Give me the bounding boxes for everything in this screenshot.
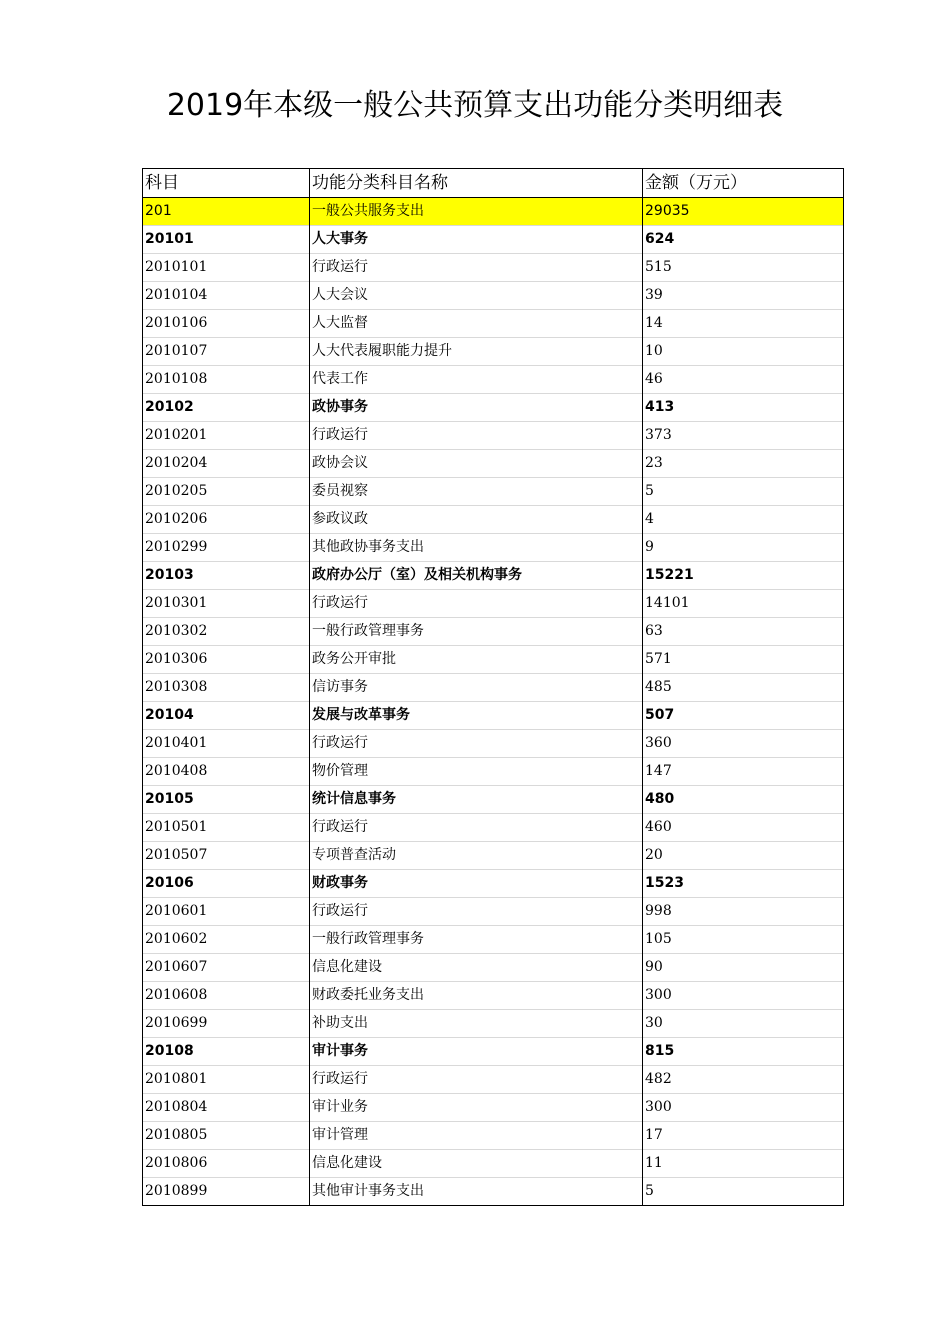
cell-name: 政协事务 <box>310 394 643 422</box>
cell-name: 其他政协事务支出 <box>310 534 643 562</box>
cell-code: 2010899 <box>143 1178 310 1206</box>
cell-code: 2010306 <box>143 646 310 674</box>
cell-name: 行政运行 <box>310 590 643 618</box>
cell-code: 20102 <box>143 394 310 422</box>
table-row <box>143 198 844 226</box>
cell-amount: 998 <box>643 898 844 926</box>
cell-name: 代表工作 <box>310 366 643 394</box>
cell-amount: 105 <box>643 926 844 954</box>
cell-amount: 624 <box>643 226 844 254</box>
table-row <box>143 282 844 310</box>
cell-name: 政务公开审批 <box>310 646 643 674</box>
table-row <box>143 814 844 842</box>
cell-code: 2010201 <box>143 422 310 450</box>
cell-amount: 300 <box>643 982 844 1010</box>
table-row <box>143 562 844 590</box>
table-row <box>143 506 844 534</box>
cell-name: 政府办公厅（室）及相关机构事务 <box>310 562 643 590</box>
table-row <box>143 1150 844 1178</box>
cell-code: 2010501 <box>143 814 310 842</box>
cell-name: 信访事务 <box>310 674 643 702</box>
cell-amount: 29035 <box>643 198 844 226</box>
cell-code: 2010699 <box>143 1010 310 1038</box>
cell-name: 人大会议 <box>310 282 643 310</box>
cell-name: 委员视察 <box>310 478 643 506</box>
cell-amount: 63 <box>643 618 844 646</box>
cell-code: 20105 <box>143 786 310 814</box>
header-amount: 金额（万元） <box>643 169 844 198</box>
cell-code: 20106 <box>143 870 310 898</box>
cell-code: 2010206 <box>143 506 310 534</box>
budget-table <box>142 168 844 1206</box>
table-row <box>143 534 844 562</box>
cell-code: 201 <box>143 198 310 226</box>
cell-amount: 485 <box>643 674 844 702</box>
cell-amount: 17 <box>643 1122 844 1150</box>
table-row <box>143 646 844 674</box>
header-code: 科目 <box>143 169 310 198</box>
cell-name: 行政运行 <box>310 898 643 926</box>
table-row <box>143 1038 844 1066</box>
cell-name: 人大事务 <box>310 226 643 254</box>
cell-amount: 11 <box>643 1150 844 1178</box>
header-row <box>143 169 844 198</box>
table-row <box>143 590 844 618</box>
table-row <box>143 1066 844 1094</box>
cell-amount: 14101 <box>643 590 844 618</box>
cell-code: 2010106 <box>143 310 310 338</box>
cell-code: 2010804 <box>143 1094 310 1122</box>
cell-amount: 507 <box>643 702 844 730</box>
cell-amount: 23 <box>643 450 844 478</box>
table-row <box>143 226 844 254</box>
table-row <box>143 898 844 926</box>
cell-code: 2010507 <box>143 842 310 870</box>
cell-code: 2010806 <box>143 1150 310 1178</box>
cell-name: 统计信息事务 <box>310 786 643 814</box>
cell-name: 行政运行 <box>310 1066 643 1094</box>
cell-code: 2010107 <box>143 338 310 366</box>
table-row <box>143 618 844 646</box>
cell-name: 发展与改革事务 <box>310 702 643 730</box>
table-row <box>143 254 844 282</box>
table-row <box>143 730 844 758</box>
table-row <box>143 1178 844 1206</box>
table-body <box>143 198 844 1206</box>
table-row <box>143 422 844 450</box>
cell-code: 2010805 <box>143 1122 310 1150</box>
cell-code: 20104 <box>143 702 310 730</box>
cell-amount: 46 <box>643 366 844 394</box>
cell-name: 一般公共服务支出 <box>310 198 643 226</box>
cell-name: 审计事务 <box>310 1038 643 1066</box>
cell-name: 财政事务 <box>310 870 643 898</box>
table-row <box>143 674 844 702</box>
cell-name: 信息化建设 <box>310 954 643 982</box>
table-row <box>143 758 844 786</box>
cell-code: 2010101 <box>143 254 310 282</box>
cell-code: 20101 <box>143 226 310 254</box>
table-row <box>143 1094 844 1122</box>
table-row <box>143 870 844 898</box>
cell-code: 2010302 <box>143 618 310 646</box>
cell-amount: 300 <box>643 1094 844 1122</box>
cell-amount: 10 <box>643 338 844 366</box>
table-row <box>143 478 844 506</box>
cell-code: 2010108 <box>143 366 310 394</box>
table-row <box>143 310 844 338</box>
cell-code: 2010607 <box>143 954 310 982</box>
table-row <box>143 702 844 730</box>
table-row <box>143 338 844 366</box>
table-row <box>143 366 844 394</box>
cell-code: 2010801 <box>143 1066 310 1094</box>
cell-amount: 30 <box>643 1010 844 1038</box>
cell-code: 2010299 <box>143 534 310 562</box>
cell-code: 2010602 <box>143 926 310 954</box>
table-row <box>143 926 844 954</box>
table-row <box>143 394 844 422</box>
cell-name: 补助支出 <box>310 1010 643 1038</box>
cell-code: 2010608 <box>143 982 310 1010</box>
cell-amount: 5 <box>643 478 844 506</box>
cell-amount: 20 <box>643 842 844 870</box>
table-row <box>143 1122 844 1150</box>
cell-name: 人大监督 <box>310 310 643 338</box>
cell-amount: 147 <box>643 758 844 786</box>
cell-amount: 482 <box>643 1066 844 1094</box>
cell-name: 一般行政管理事务 <box>310 926 643 954</box>
table-row <box>143 786 844 814</box>
cell-name: 行政运行 <box>310 422 643 450</box>
cell-code: 2010308 <box>143 674 310 702</box>
cell-amount: 413 <box>643 394 844 422</box>
cell-amount: 4 <box>643 506 844 534</box>
cell-code: 2010301 <box>143 590 310 618</box>
cell-amount: 373 <box>643 422 844 450</box>
cell-amount: 39 <box>643 282 844 310</box>
table-row <box>143 1010 844 1038</box>
cell-amount: 360 <box>643 730 844 758</box>
cell-amount: 5 <box>643 1178 844 1206</box>
cell-code: 20108 <box>143 1038 310 1066</box>
cell-name: 审计业务 <box>310 1094 643 1122</box>
cell-code: 2010601 <box>143 898 310 926</box>
cell-code: 2010401 <box>143 730 310 758</box>
table-row <box>143 842 844 870</box>
cell-code: 2010408 <box>143 758 310 786</box>
cell-code: 2010104 <box>143 282 310 310</box>
cell-amount: 15221 <box>643 562 844 590</box>
cell-name: 专项普查活动 <box>310 842 643 870</box>
cell-name: 人大代表履职能力提升 <box>310 338 643 366</box>
cell-amount: 9 <box>643 534 844 562</box>
cell-code: 2010205 <box>143 478 310 506</box>
cell-amount: 1523 <box>643 870 844 898</box>
table-row <box>143 954 844 982</box>
cell-name: 行政运行 <box>310 730 643 758</box>
cell-code: 2010204 <box>143 450 310 478</box>
cell-name: 一般行政管理事务 <box>310 618 643 646</box>
cell-amount: 571 <box>643 646 844 674</box>
cell-amount: 460 <box>643 814 844 842</box>
page-title: 2019年本级一般公共预算支出功能分类明细表 <box>166 88 784 123</box>
cell-name: 行政运行 <box>310 814 643 842</box>
cell-name: 政协会议 <box>310 450 643 478</box>
cell-name: 信息化建设 <box>310 1150 643 1178</box>
cell-amount: 515 <box>643 254 844 282</box>
cell-amount: 815 <box>643 1038 844 1066</box>
table-row <box>143 450 844 478</box>
cell-name: 参政议政 <box>310 506 643 534</box>
cell-amount: 14 <box>643 310 844 338</box>
cell-name: 审计管理 <box>310 1122 643 1150</box>
cell-name: 物价管理 <box>310 758 643 786</box>
cell-name: 其他审计事务支出 <box>310 1178 643 1206</box>
cell-amount: 90 <box>643 954 844 982</box>
cell-code: 20103 <box>143 562 310 590</box>
cell-amount: 480 <box>643 786 844 814</box>
cell-name: 行政运行 <box>310 254 643 282</box>
header-name: 功能分类科目名称 <box>310 169 643 198</box>
table-row <box>143 982 844 1010</box>
cell-name: 财政委托业务支出 <box>310 982 643 1010</box>
